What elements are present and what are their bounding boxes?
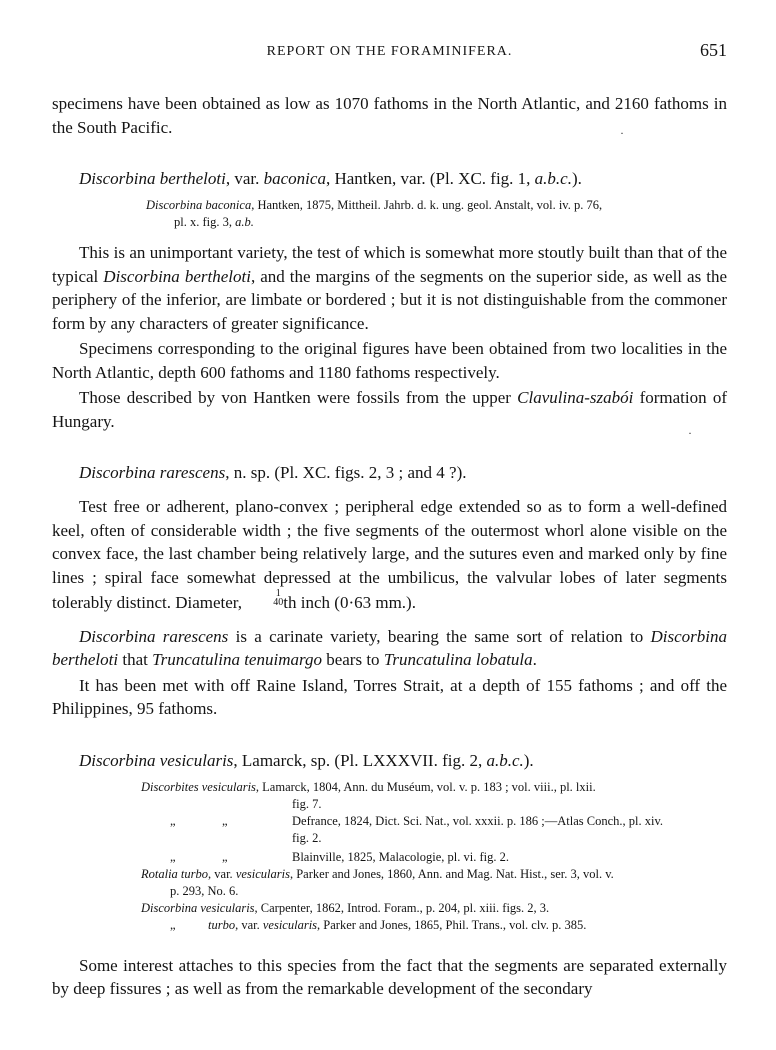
ditto-mark: „ bbox=[170, 813, 176, 828]
rarescens-relation: Discorbina rarescens is a carinate variety, bearing the same sort of relation to Discorbina bertheloti that Truncatulina tenuimargo bears to Truncatulina lobatula. bbox=[52, 626, 727, 669]
baconica-synonymy bbox=[52, 197, 727, 231]
rarescens-localities: It has been met with off Raine Island, Torres Strait, at a depth of 155 fathoms ; and off the Philippines, 95 fathoms. bbox=[52, 675, 727, 718]
synonym-entry: Discorbina baconica, Hantken, 1875, Mittheil. Jahrb. d. k. ung. geol. Anstalt, vol. iv. p. 76, bbox=[146, 198, 603, 212]
baconica-description: This is an unimportant variety, the test of which is somewhat more stoutly built than that of the typical Discorbina bertheloti, and the margins of the segments on the superior side, as well as the periphery of the inferior, are limbate or bordered ; but it is not distinguishable from the commoner form by any characters of greater significance. bbox=[52, 243, 727, 333]
rarescens-heading: Discorbina rarescens, n. sp. (Pl. XC. figs. 2, 3 ; and 4 ?). bbox=[79, 463, 467, 482]
synonym-entry: „ turbo, var. vesicularis, Parker and Jones, 1865, Phil. Trans., vol. clv. p. 385. bbox=[170, 917, 587, 932]
print-speck: · bbox=[620, 126, 624, 140]
vesicularis-heading: Discorbina vesicularis, Lamarck, sp. (Pl. LXXXVII. fig. 2, a.b.c.). bbox=[79, 750, 534, 770]
ditto-mark: „ bbox=[222, 813, 228, 828]
synonym-entry-cont: pl. x. fig. 3, a.b. bbox=[174, 215, 254, 229]
baconica-localities: Specimens corresponding to the original figures have been obtained from two localities in the North Atlantic, depth 600 fathoms and 1180 fathoms respectively. bbox=[52, 339, 727, 382]
synonym-entry-cont: p. 293, No. 6. bbox=[170, 883, 239, 898]
vesicularis-synonymy bbox=[52, 779, 727, 934]
synonym-entry-cont: fig. 2. bbox=[292, 830, 322, 845]
ditto-mark: „ bbox=[170, 849, 176, 864]
synonym-entry: Discorbites vesicularis, Lamarck, 1804, Ann. du Muséum, vol. v. p. 183 ; vol. viii., pl. lxii. bbox=[141, 779, 596, 794]
ditto-mark: „ bbox=[222, 849, 228, 864]
synonym-entry: „ „ Defrance, 1824, Dict. Sci. Nat., vol. xxxii. p. 186 ;—Atlas Conch., pl. xiv. bbox=[170, 813, 664, 828]
page bbox=[52, 40, 727, 1001]
synonym-entry: „ „ Blainville, 1825, Malacologie, pl. vi. fig. 2. bbox=[170, 849, 509, 864]
synonym-entry: Discorbina vesicularis, Carpenter, 1862, Introd. Foram., p. 204, pl. xiii. figs. 2, 3. bbox=[141, 900, 550, 915]
baconica-heading: Discorbina bertheloti, var. baconica, Hantken, var. (Pl. XC. fig. 1, a.b.c.). bbox=[79, 169, 582, 188]
rarescens-description: Test free or adherent, plano-convex ; peripheral edge extended so as to form a well-defined keel, often of considerable width ; the five segments of the outermost whorl alone visible on the convex face, the last chamber being relatively large, and the sutures even and marked only by fine lines ; spiral face somewhat depressed at the umbilicus, the valvular lobes of later segments tolerably distinct. Diameter, 1 40 th inch (0·63 mm.). bbox=[52, 497, 727, 612]
running-header bbox=[52, 40, 727, 66]
vesicularis-description: Some interest attaches to this species from the fact that the segments are separated externally by deep fissures ; as well as from the remarkable development of the secondary bbox=[52, 955, 727, 998]
page-number: 651 bbox=[700, 40, 727, 60]
running-title: REPORT ON THE FORAMINIFERA. bbox=[266, 44, 513, 59]
intro-paragraph: specimens have been obtained as low as 1070 fathoms in the North Atlantic, and 2160 fathoms in the South Pacific. bbox=[52, 94, 727, 137]
ditto-mark: „ bbox=[170, 917, 176, 932]
baconica-fossils: Those described by von Hantken were fossils from the upper Clavulina-szabói formation of Hungary. bbox=[52, 388, 728, 431]
synonym-entry-cont: fig. 7. bbox=[292, 796, 322, 811]
print-speck: · bbox=[688, 426, 692, 440]
fraction: 1 40 bbox=[273, 588, 284, 608]
synonym-entry: Rotalia turbo, var. vesicularis, Parker and Jones, 1860, Ann. and Mag. Nat. Hist., ser. 3, vol. v. bbox=[141, 866, 614, 881]
